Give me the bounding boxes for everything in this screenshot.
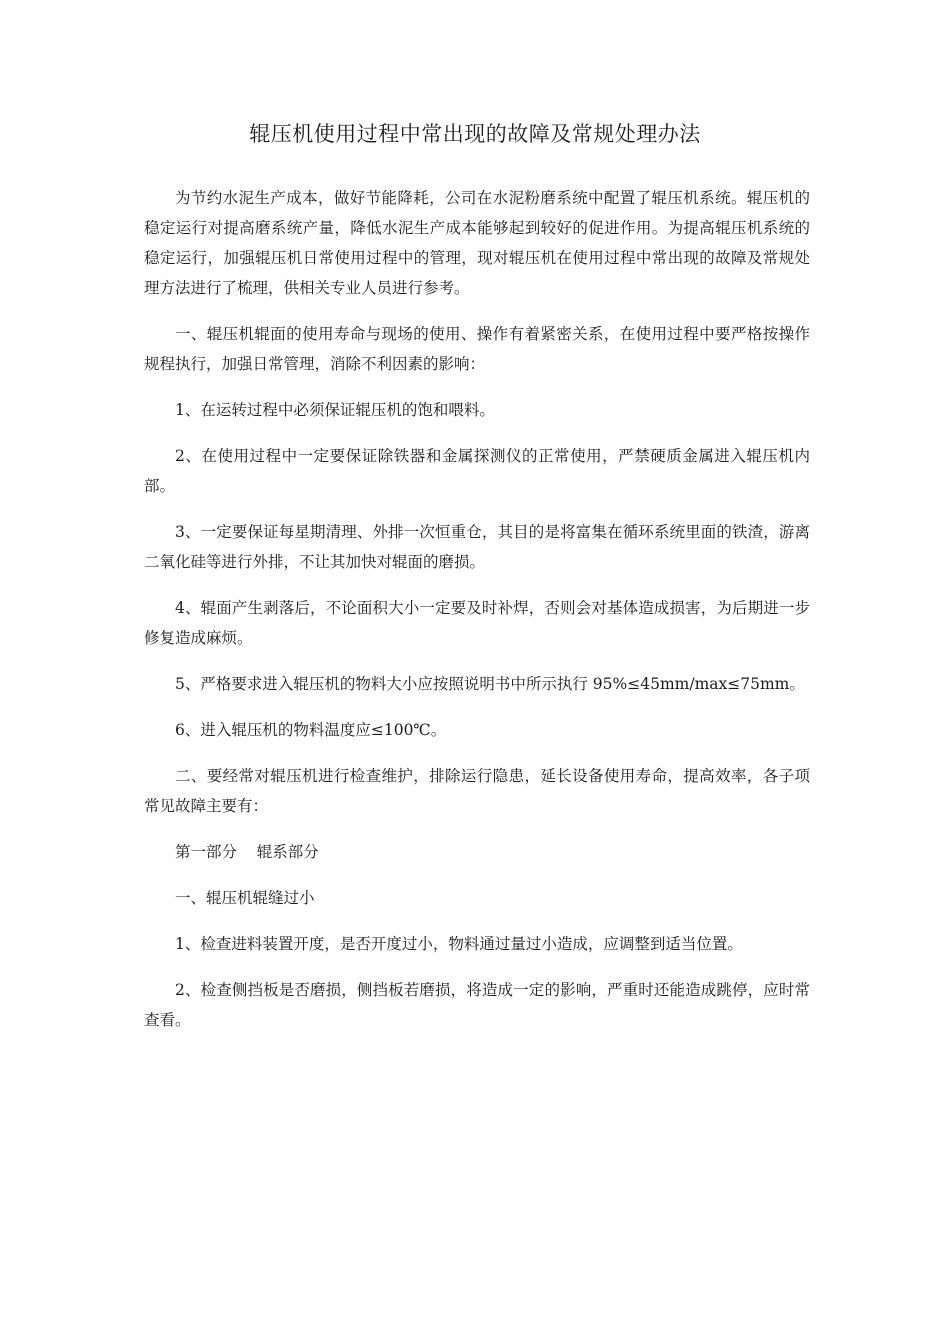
list-item: 4、辊面产生剥落后，不论面积大小一定要及时补焊，否则会对基体造成损害，为后期进一步修复造成麻烦。 — [144, 599, 810, 647]
section-one-heading: 一、辊压机辊面的使用寿命与现场的使用、操作有着紧密关系，在使用过程中要严格按操作规程执行，加强日常管理，消除不利因素的影响： — [144, 325, 810, 373]
list-item: 2、检查侧挡板是否磨损，侧挡板若磨损，将造成一定的影响，严重时还能造成跳停，应时常查看。 — [144, 981, 810, 1029]
list-item: 1、在运转过程中必须保证辊压机的饱和喂料。 — [175, 401, 495, 419]
section-two-heading: 二、要经常对辊压机进行检查维护，排除运行隐患，延长设备使用寿命，提高效率，各子项常见故障主要有： — [144, 767, 810, 815]
intro-paragraph: 为节约水泥生产成本，做好节能降耗，公司在水泥粉磨系统中配置了辊压机系统。辊压机的稳定运行对提高磨系统产量，降低水泥生产成本能够起到较好的促进作用。为提高辊压机系统的稳定运行，加强辊压机日常使用过程中的管理，现对辊压机在使用过程中常出现的故障及常规处理方法进行了梳理，供相关专业人员进行参考。 — [144, 189, 810, 297]
list-item: 3、一定要保证每星期清理、外排一次恒重仓，其目的是将富集在循环系统里面的铁渣，游离二氧化硅等进行外排，不让其加快对辊面的磨损。 — [144, 523, 810, 571]
document-body — [144, 183, 810, 1051]
list-item: 2、在使用过程中一定要保证除铁器和金属探测仪的正常使用，严禁硬质金属进入辊压机内部。 — [144, 447, 810, 495]
subsection-heading: 一、辊压机辊缝过小 — [175, 889, 315, 907]
document-title: 辊压机使用过程中常出现的故障及常规处理办法 — [249, 122, 701, 146]
part-heading: 第一部分 辊系部分 — [175, 843, 319, 861]
list-item: 5、严格要求进入辊压机的物料大小应按照说明书中所示执行 95%≤45mm/max≤75mm。 — [175, 675, 805, 693]
list-item: 1、检查进料装置开度，是否开度过小，物料通过量过小造成，应调整到适当位置。 — [175, 935, 743, 953]
list-item: 6、进入辊压机的物料温度应≤100℃。 — [175, 721, 447, 739]
